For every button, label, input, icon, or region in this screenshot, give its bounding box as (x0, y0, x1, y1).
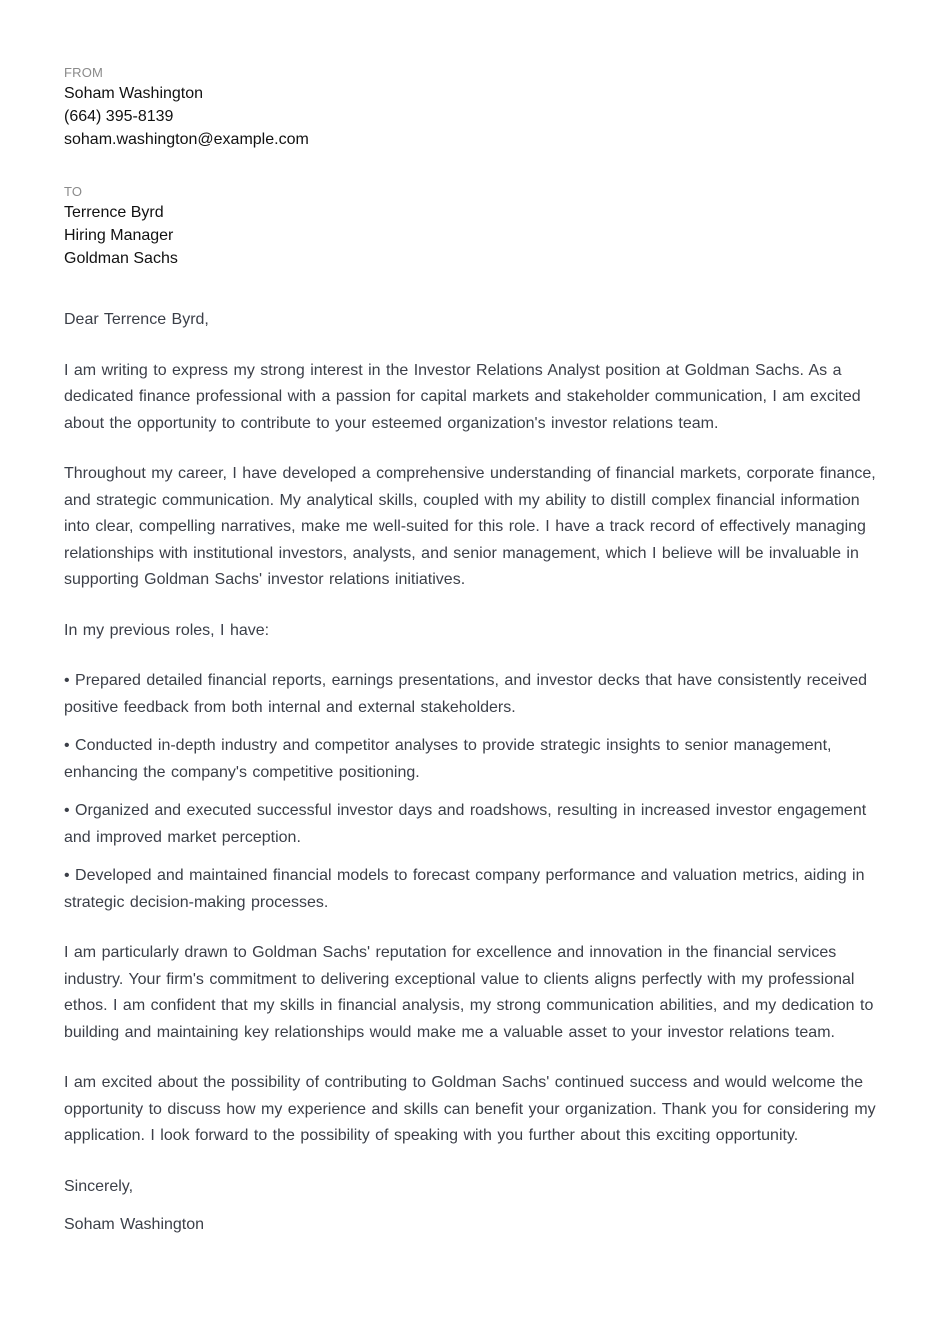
sender-email: soham.washington@example.com (64, 131, 309, 148)
to-label: TO (64, 184, 83, 199)
sender-block (64, 64, 884, 151)
sender-phone: (664) 395-8139 (64, 108, 174, 125)
intro-paragraph: I am writing to express my strong interest in the Investor Relations Analyst position at Goldman Sachs. As a dedicated finance professional with a passion for capital markets and stakeholder communication, I am excited about the opportunity to contribute to your esteemed organization's investor relations team. (64, 361, 861, 432)
letter-body (64, 307, 884, 1239)
list-item: • Developed and maintained financial models to forecast company performance and valuation metrics, aiding in strategic decision-making processes. (64, 867, 865, 911)
recipient-company: Goldman Sachs (64, 250, 178, 267)
experience-paragraph: Throughout my career, I have developed a comprehensive understanding of financial markets, corporate finance, and strategic communication. My analytical skills, coupled with my ability to distill complex financial information into clear, compelling narratives, make me well-suited for this role. I have a track record of effectively managing relationships with institutional investors, analysts, and senior management, which I believe will be invaluable in supporting Goldman Sachs' investor relations initiatives. (64, 465, 876, 588)
sign-off: Sincerely, (64, 1177, 134, 1195)
recipient-name: Terrence Byrd (64, 204, 164, 221)
salutation: Dear Terrence Byrd, (64, 311, 209, 328)
recipient-block (64, 183, 884, 270)
achievements-list (64, 668, 884, 916)
list-item: • Prepared detailed financial reports, earnings presentations, and investor decks that have consistently received positive feedback from both internal and external stakeholders. (64, 672, 868, 716)
signature: Soham Washington (64, 1216, 205, 1233)
closing-paragraph: I am excited about the possibility of contributing to Goldman Sachs' continued success and would welcome the opportunity to discuss how my experience and skills can benefit your organization. Thank you for considering my application. I look forward to the possibility of speaking with you further about this exciting opportunity. (64, 1074, 876, 1144)
list-item: • Organized and executed successful investor days and roadshows, resulting in increased investor engagement and improved market perception. (64, 802, 867, 846)
from-label: FROM (64, 65, 104, 80)
sender-name: Soham Washington (64, 85, 204, 102)
list-item: • Conducted in-depth industry and competitor analyses to provide strategic insights to senior management, enhancing the company's competitive positioning. (64, 737, 832, 781)
list-intro: In my previous roles, I have: (64, 621, 270, 639)
motivation-paragraph: I am particularly drawn to Goldman Sachs' reputation for excellence and innovation in the financial services industry. Your firm's commitment to delivering exceptional value to clients aligns perfectly with my professional ethos. I am confident that my skills in financial analysis, my strong communication abilities, and my dedication to building and maintaining key relationships would make me a valuable asset to your investor relations team. (64, 944, 874, 1041)
recipient-title: Hiring Manager (64, 227, 174, 244)
cover-letter-page (64, 64, 884, 1239)
